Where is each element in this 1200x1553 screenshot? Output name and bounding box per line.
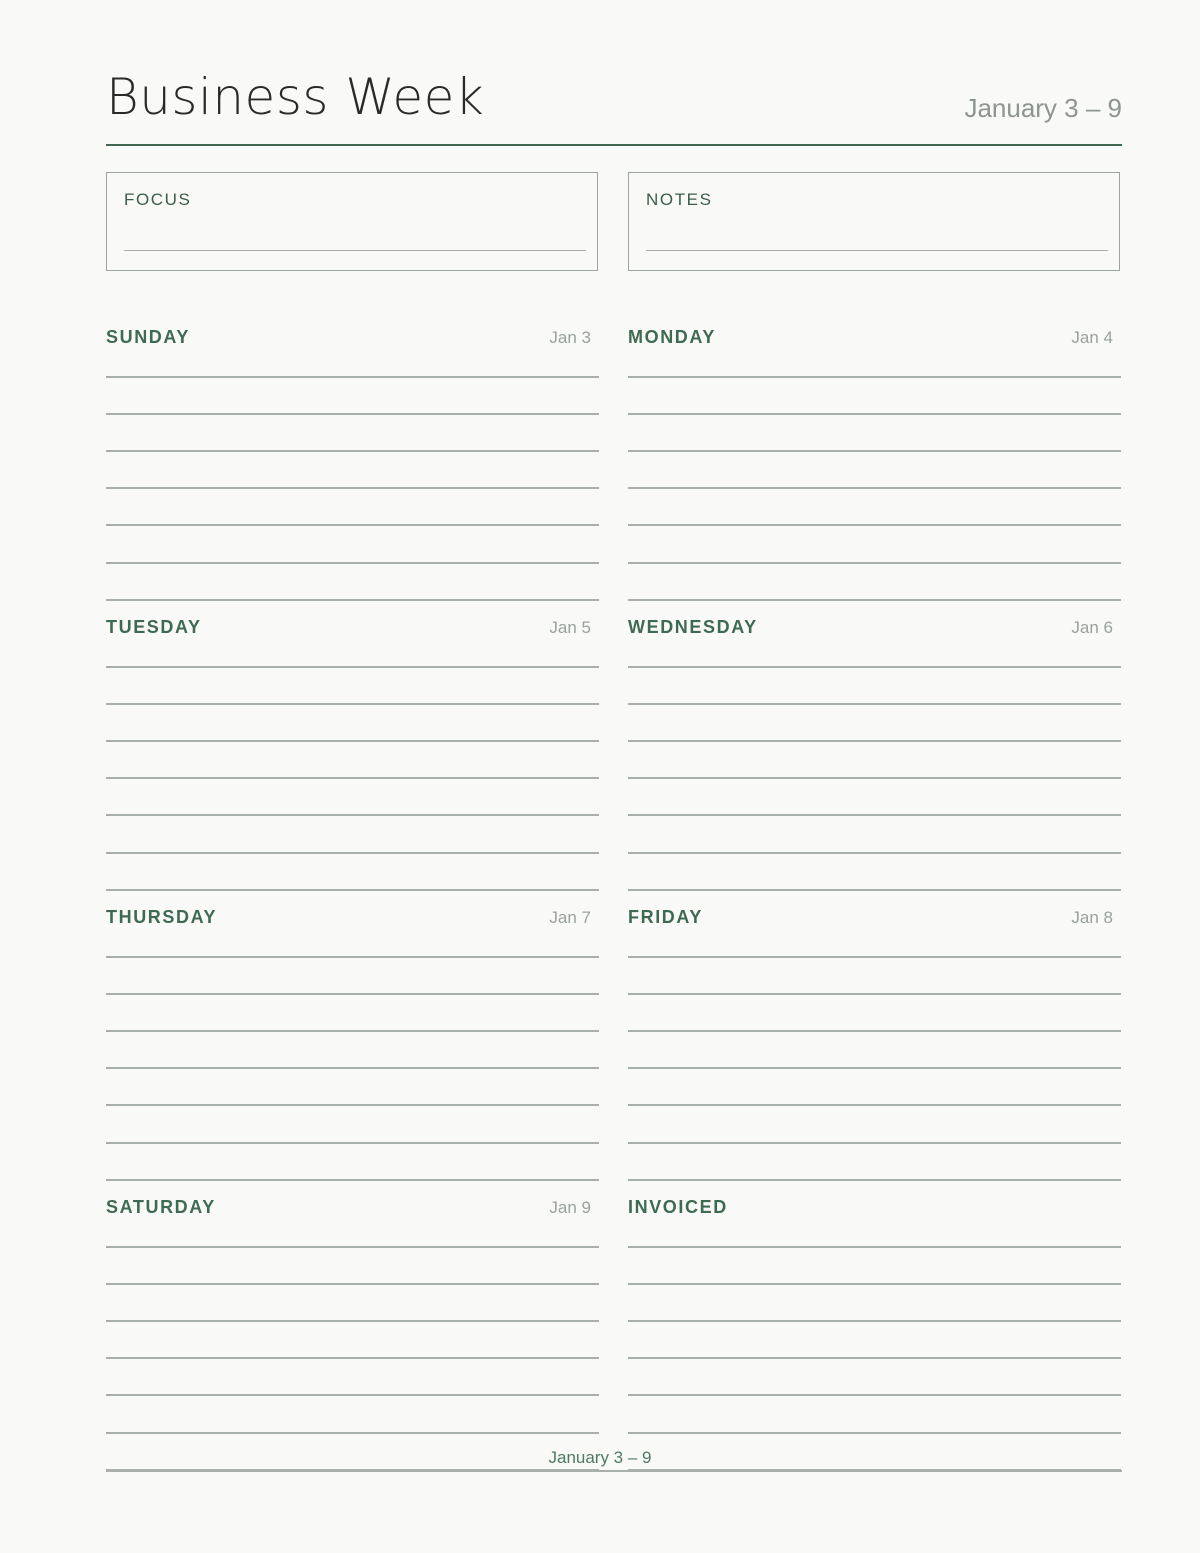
writing-line bbox=[628, 703, 1121, 705]
writing-line bbox=[106, 814, 599, 816]
writing-line bbox=[628, 1320, 1121, 1322]
day-section-invoiced[interactable] bbox=[628, 1180, 1121, 1470]
focus-label: FOCUS bbox=[124, 190, 192, 209]
writing-line bbox=[106, 1432, 599, 1434]
day-section-friday[interactable] bbox=[628, 890, 1121, 1180]
writing-line bbox=[628, 524, 1121, 526]
writing-line bbox=[106, 1394, 599, 1396]
writing-line bbox=[106, 777, 599, 779]
writing-line bbox=[628, 1104, 1121, 1106]
day-section-saturday[interactable] bbox=[106, 1180, 599, 1470]
writing-line bbox=[106, 376, 599, 378]
writing-line bbox=[106, 1030, 599, 1032]
writing-line bbox=[106, 740, 599, 742]
writing-line bbox=[628, 562, 1121, 564]
writing-line bbox=[106, 1142, 599, 1144]
day-date: Jan 3 bbox=[549, 328, 591, 347]
writing-line bbox=[106, 562, 599, 564]
day-section-sunday[interactable] bbox=[106, 310, 599, 600]
writing-line bbox=[628, 413, 1121, 415]
day-date: Jan 4 bbox=[1071, 328, 1113, 347]
day-name: MONDAY bbox=[628, 327, 716, 347]
writing-line bbox=[106, 703, 599, 705]
day-name: SUNDAY bbox=[106, 327, 190, 347]
writing-line bbox=[628, 956, 1121, 958]
writing-line bbox=[628, 1142, 1121, 1144]
day-name: INVOICED bbox=[628, 1197, 728, 1217]
day-section-tuesday[interactable] bbox=[106, 600, 599, 890]
focus-writing-line bbox=[124, 250, 586, 251]
day-section-thursday[interactable] bbox=[106, 890, 599, 1180]
writing-line bbox=[106, 1283, 599, 1285]
writing-line bbox=[628, 1283, 1121, 1285]
writing-line bbox=[628, 1067, 1121, 1069]
day-name: TUESDAY bbox=[106, 617, 202, 637]
writing-line bbox=[106, 956, 599, 958]
header-divider bbox=[106, 144, 1122, 146]
writing-line bbox=[628, 450, 1121, 452]
day-section-wednesday[interactable] bbox=[628, 600, 1121, 890]
page-title: Business Week bbox=[106, 68, 485, 126]
focus-box[interactable] bbox=[106, 172, 598, 271]
writing-line bbox=[106, 524, 599, 526]
writing-line bbox=[628, 1030, 1121, 1032]
footer-rule bbox=[106, 1470, 1122, 1472]
week-date-range: January 3 – 9 bbox=[964, 93, 1122, 123]
writing-line bbox=[106, 666, 599, 668]
writing-line bbox=[106, 1067, 599, 1069]
notes-writing-line bbox=[646, 250, 1108, 251]
writing-line bbox=[628, 666, 1121, 668]
writing-line bbox=[628, 1357, 1121, 1359]
writing-line bbox=[628, 487, 1121, 489]
day-name: THURSDAY bbox=[106, 907, 218, 927]
writing-line bbox=[628, 993, 1121, 995]
writing-line bbox=[628, 814, 1121, 816]
footer-date-range: January 3 – 9 bbox=[548, 1448, 652, 1467]
notes-label: NOTES bbox=[646, 190, 713, 209]
day-date: Jan 9 bbox=[549, 1198, 591, 1217]
day-date: Jan 7 bbox=[549, 908, 591, 927]
day-date: Jan 8 bbox=[1071, 908, 1113, 927]
day-date: Jan 5 bbox=[549, 618, 591, 637]
writing-line bbox=[628, 740, 1121, 742]
writing-line bbox=[628, 376, 1121, 378]
writing-line bbox=[106, 1357, 599, 1359]
writing-line bbox=[628, 777, 1121, 779]
notes-box[interactable] bbox=[628, 172, 1120, 271]
writing-line bbox=[106, 413, 599, 415]
day-date: Jan 6 bbox=[1071, 618, 1113, 637]
day-section-monday[interactable] bbox=[628, 310, 1121, 600]
writing-line bbox=[106, 450, 599, 452]
writing-line bbox=[628, 1432, 1121, 1434]
writing-line bbox=[106, 852, 599, 854]
writing-line bbox=[106, 1246, 599, 1248]
writing-line bbox=[106, 487, 599, 489]
writing-line bbox=[628, 1394, 1121, 1396]
day-name: WEDNESDAY bbox=[628, 617, 758, 637]
day-name: FRIDAY bbox=[628, 907, 703, 927]
writing-line bbox=[106, 1104, 599, 1106]
day-name: SATURDAY bbox=[106, 1197, 216, 1217]
writing-line bbox=[106, 1320, 599, 1322]
writing-line bbox=[628, 1246, 1121, 1248]
writing-line bbox=[628, 852, 1121, 854]
writing-line bbox=[106, 993, 599, 995]
